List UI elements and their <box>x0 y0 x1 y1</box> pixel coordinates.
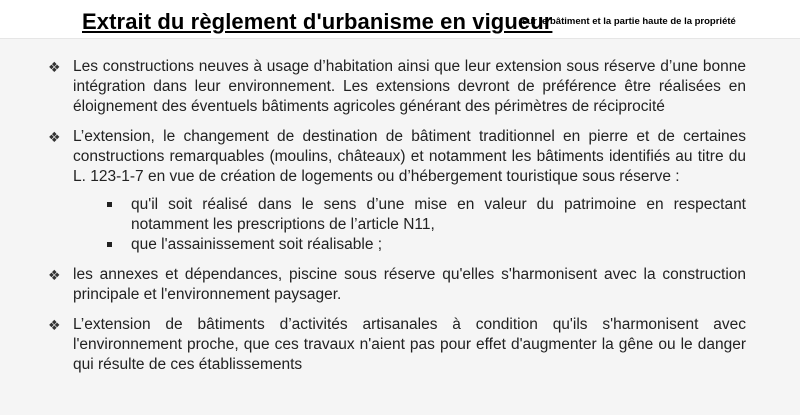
list-item <box>46 315 746 375</box>
page-title: Extrait du règlement d'urbanisme en vigueur <box>82 9 553 34</box>
list-item-text: L’extension de bâtiments d’activités artisanales à condition qu'ils s'harmonisent avec l'environnement proche, que ces travaux n'aient pas pour effet d'augmenter la gêne ou le danger qui résulte de ces établissements <box>73 316 746 373</box>
page-subtitle: sur le bâtiment et la partie haute de la propriété <box>522 16 736 27</box>
list-item-text: les annexes et dépendances, piscine sous réserve qu'elles s'harmonisent avec la construction principale et l'environnement paysager. <box>73 266 746 303</box>
header <box>0 0 800 38</box>
list-item <box>46 57 746 117</box>
regulation-list <box>46 57 746 385</box>
regulation-excerpt <box>0 38 800 415</box>
list-item <box>46 265 746 305</box>
diamond-bullet-icon: ❖ <box>48 129 61 145</box>
list-item-text: L’extension, le changement de destination de bâtiment traditionnel en pierre et de certaines constructions remarquables (moulins, châteaux) et notamment les bâtiments identifiés au titre du L. 123-1-7 en vue de création de logements ou d’hébergement touristique sous réserve : <box>73 128 746 185</box>
list-item-text: Les constructions neuves à usage d’habitation ainsi que leur extension sous réserve d’une bonne intégration dans leur environnement. Les extensions devront de préférence être réalisées en éloignement des éventuels bâtiments agricoles générant des périmètres de réciprocité <box>73 58 746 115</box>
diamond-bullet-icon: ❖ <box>48 317 61 333</box>
square-bullet-icon <box>107 202 112 207</box>
sub-list-item-text: que l'assainissement soit réalisable ; <box>131 236 383 253</box>
diamond-bullet-icon: ❖ <box>48 59 61 75</box>
square-bullet-icon <box>107 242 112 247</box>
list-item <box>46 127 746 255</box>
sub-list-item <box>105 195 746 235</box>
sub-list-item-text: qu'il soit réalisé dans le sens d’une mise en valeur du patrimoine en respectant notamment les prescriptions de l’article N11, <box>131 196 746 233</box>
sub-list-item <box>105 235 746 255</box>
sub-list <box>73 195 746 255</box>
diamond-bullet-icon: ❖ <box>48 267 61 283</box>
